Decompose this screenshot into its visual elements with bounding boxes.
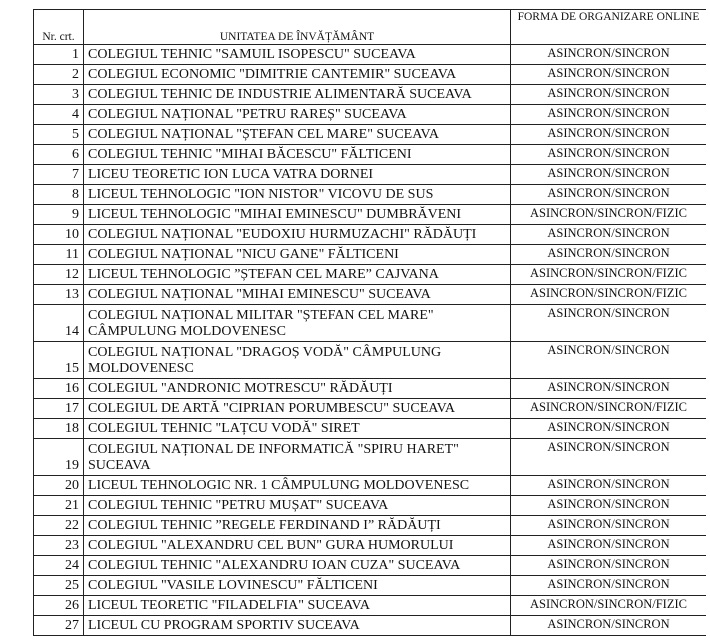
school-name: LICEUL TEHNOLOGIC ”ȘTEFAN CEL MARE” CAJVANA [84, 265, 511, 285]
row-number: 15 [34, 342, 84, 379]
header-forma-organizare: FORMA DE ORGANIZARE ONLINE [511, 10, 707, 45]
row-number: 21 [34, 496, 84, 516]
organization-form: ASINCRON/SINCRON [511, 556, 707, 576]
organization-form: ASINCRON/SINCRON [511, 45, 707, 65]
row-number: 19 [34, 439, 84, 476]
organization-form: ASINCRON/SINCRON [511, 165, 707, 185]
organization-form: ASINCRON/SINCRON [511, 225, 707, 245]
row-number: 22 [34, 516, 84, 536]
table-row [34, 225, 707, 245]
organization-form: ASINCRON/SINCRON [511, 476, 707, 496]
table-row [34, 145, 707, 165]
school-name: COLEGIUL TEHNIC "PETRU MUȘAT" SUCEAVA [84, 496, 511, 516]
table-row [34, 205, 707, 225]
school-name: COLEGIUL NAȚIONAL "ȘTEFAN CEL MARE" SUCEAVA [84, 125, 511, 145]
school-name: LICEUL TEHNOLOGIC "MIHAI EMINESCU" DUMBRĂVENI [84, 205, 511, 225]
school-name: LICEU TEORETIC ION LUCA VATRA DORNEI [84, 165, 511, 185]
organization-form: ASINCRON/SINCRON [511, 185, 707, 205]
school-name: COLEGIUL TEHNIC "SAMUIL ISOPESCU" SUCEAVA [84, 45, 511, 65]
row-number: 9 [34, 205, 84, 225]
organization-form: ASINCRON/SINCRON [511, 85, 707, 105]
table-row [34, 342, 707, 379]
table-row [34, 45, 707, 65]
table-row [34, 616, 707, 636]
table-row [34, 165, 707, 185]
table-row [34, 379, 707, 399]
organization-form: ASINCRON/SINCRON [511, 616, 707, 636]
school-name: LICEUL TEORETIC "FILADELFIA" SUCEAVA [84, 596, 511, 616]
row-number: 11 [34, 245, 84, 265]
organization-form: ASINCRON/SINCRON/FIZIC [511, 596, 707, 616]
header-unitatea: UNITATEA DE ÎNVĂȚĂMÂNT [84, 10, 511, 45]
table-row [34, 556, 707, 576]
school-name: COLEGIUL TEHNIC "LAȚCU VODĂ" SIRET [84, 419, 511, 439]
table-row [34, 285, 707, 305]
school-name: COLEGIUL "ANDRONIC MOTRESCU" RĂDĂUȚI [84, 379, 511, 399]
school-name: COLEGIUL TEHNIC ”REGELE FERDINAND I” RĂDĂUȚI [84, 516, 511, 536]
row-number: 2 [34, 65, 84, 85]
organization-form: ASINCRON/SINCRON/FIZIC [511, 205, 707, 225]
school-name: LICEUL TEHNOLOGIC "ION NISTOR" VICOVU DE SUS [84, 185, 511, 205]
table-row [34, 399, 707, 419]
schools-table [33, 9, 706, 636]
table-row [34, 536, 707, 556]
organization-form: ASINCRON/SINCRON [511, 305, 707, 342]
row-number: 26 [34, 596, 84, 616]
school-name: COLEGIUL NAȚIONAL "DRAGOȘ VODĂ" CÂMPULUNG MOLDOVENESC [84, 342, 511, 379]
table-row [34, 245, 707, 265]
table-row [34, 516, 707, 536]
table-row [34, 476, 707, 496]
table-row [34, 185, 707, 205]
school-name: COLEGIUL TEHNIC DE INDUSTRIE ALIMENTARĂ SUCEAVA [84, 85, 511, 105]
row-number: 14 [34, 305, 84, 342]
row-number: 4 [34, 105, 84, 125]
table-row [34, 419, 707, 439]
row-number: 5 [34, 125, 84, 145]
organization-form: ASINCRON/SINCRON [511, 125, 707, 145]
school-name: COLEGIUL "VASILE LOVINESCU" FĂLTICENI [84, 576, 511, 596]
table-row [34, 265, 707, 285]
row-number: 6 [34, 145, 84, 165]
document-page [33, 9, 706, 642]
organization-form: ASINCRON/SINCRON [511, 65, 707, 85]
row-number: 7 [34, 165, 84, 185]
school-name: COLEGIUL NAȚIONAL "PETRU RAREȘ" SUCEAVA [84, 105, 511, 125]
organization-form: ASINCRON/SINCRON/FIZIC [511, 399, 707, 419]
header-nr-crt: Nr. crt. [34, 10, 84, 45]
row-number: 3 [34, 85, 84, 105]
table-row [34, 576, 707, 596]
row-number: 18 [34, 419, 84, 439]
school-name: COLEGIUL DE ARTĂ "CIPRIAN PORUMBESCU" SUCEAVA [84, 399, 511, 419]
organization-form: ASINCRON/SINCRON [511, 379, 707, 399]
row-number: 13 [34, 285, 84, 305]
school-name: COLEGIUL ECONOMIC "DIMITRIE CANTEMIR" SUCEAVA [84, 65, 511, 85]
table-row [34, 596, 707, 616]
row-number: 20 [34, 476, 84, 496]
row-number: 12 [34, 265, 84, 285]
organization-form: ASINCRON/SINCRON [511, 516, 707, 536]
table-header-row [34, 10, 707, 45]
school-name: LICEUL TEHNOLOGIC NR. 1 CÂMPULUNG MOLDOVENESC [84, 476, 511, 496]
table-row [34, 85, 707, 105]
organization-form: ASINCRON/SINCRON [511, 536, 707, 556]
row-number: 23 [34, 536, 84, 556]
school-name: COLEGIUL NAȚIONAL "MIHAI EMINESCU" SUCEAVA [84, 285, 511, 305]
row-number: 16 [34, 379, 84, 399]
row-number: 27 [34, 616, 84, 636]
table-row [34, 496, 707, 516]
organization-form: ASINCRON/SINCRON [511, 245, 707, 265]
organization-form: ASINCRON/SINCRON [511, 496, 707, 516]
row-number: 17 [34, 399, 84, 419]
organization-form: ASINCRON/SINCRON [511, 145, 707, 165]
school-name: COLEGIUL NAȚIONAL MILITAR "ȘTEFAN CEL MARE" CÂMPULUNG MOLDOVENESC [84, 305, 511, 342]
organization-form: ASINCRON/SINCRON [511, 419, 707, 439]
organization-form: ASINCRON/SINCRON/FIZIC [511, 265, 707, 285]
organization-form: ASINCRON/SINCRON [511, 342, 707, 379]
school-name: LICEUL CU PROGRAM SPORTIV SUCEAVA [84, 616, 511, 636]
organization-form: ASINCRON/SINCRON/FIZIC [511, 285, 707, 305]
organization-form: ASINCRON/SINCRON [511, 105, 707, 125]
table-row [34, 125, 707, 145]
table-body [34, 45, 707, 636]
organization-form: ASINCRON/SINCRON [511, 439, 707, 476]
school-name: COLEGIUL "ALEXANDRU CEL BUN" GURA HUMORULUI [84, 536, 511, 556]
school-name: COLEGIUL NAȚIONAL "NICU GANE" FĂLTICENI [84, 245, 511, 265]
table-row [34, 105, 707, 125]
organization-form: ASINCRON/SINCRON [511, 576, 707, 596]
table-row [34, 305, 707, 342]
school-name: COLEGIUL TEHNIC "ALEXANDRU IOAN CUZA" SUCEAVA [84, 556, 511, 576]
school-name: COLEGIUL NAȚIONAL DE INFORMATICĂ "SPIRU HARET" SUCEAVA [84, 439, 511, 476]
school-name: COLEGIUL NAȚIONAL "EUDOXIU HURMUZACHI" RĂDĂUȚI [84, 225, 511, 245]
table-row [34, 439, 707, 476]
row-number: 1 [34, 45, 84, 65]
row-number: 24 [34, 556, 84, 576]
row-number: 10 [34, 225, 84, 245]
school-name: COLEGIUL TEHNIC "MIHAI BĂCESCU" FĂLTICENI [84, 145, 511, 165]
row-number: 8 [34, 185, 84, 205]
table-row [34, 65, 707, 85]
row-number: 25 [34, 576, 84, 596]
